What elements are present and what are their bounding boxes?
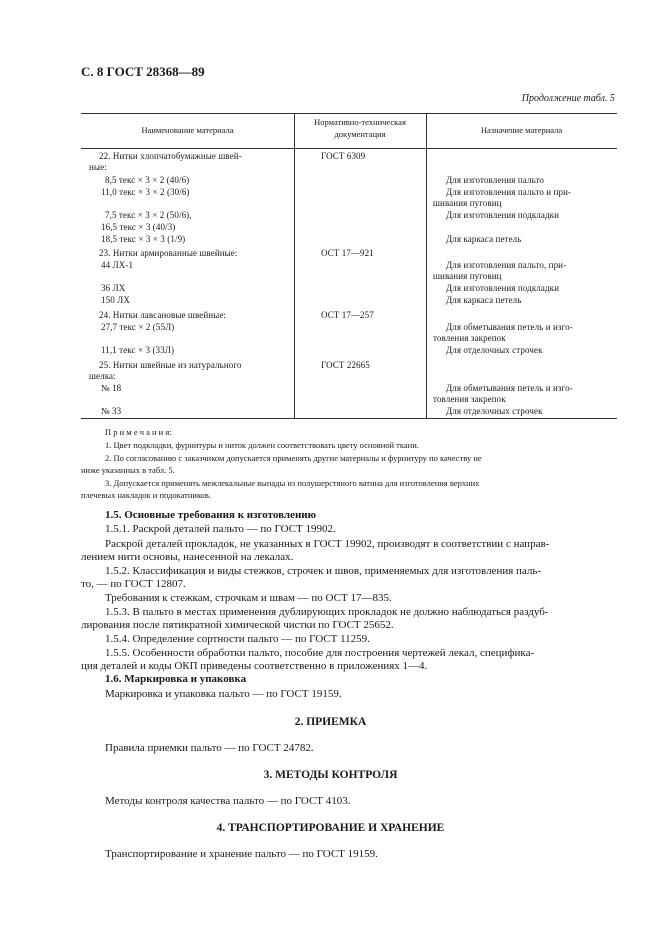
note-3: 3. Допускается применять межлекальные выпады из полушерстяного ватина для изготовления верхних (105, 478, 480, 488)
table-cell: 24. Нитки лавсановые швейные: (99, 310, 227, 320)
paragraph: Раскрой деталей прокладок, не указанных в ГОСТ 19902, производят в соответствии с направ- (105, 538, 550, 550)
section-heading-1-6: 1.6. Маркировка и упаковка (105, 673, 247, 685)
table-cell: Для каркаса петель (446, 234, 522, 244)
table-cell: Для изготовления подкладки (446, 283, 560, 293)
paragraph: лирования после пятикратной химической чистки по ГОСТ 25652. (81, 619, 394, 631)
table-cell: ГОСТ 22665 (321, 360, 370, 370)
table-cell: 36 ЛХ (101, 283, 126, 293)
table-cell: 150 ЛХ (101, 295, 130, 305)
table-cell: 25. Нитки швейные из натурального (99, 360, 242, 370)
table-cell: Для изготовления пальто и при- (446, 187, 572, 197)
table-cell: товления закрепок (433, 394, 506, 404)
paragraph: 1.5.1. Раскрой деталей пальто — по ГОСТ 19902. (105, 523, 336, 535)
table-cell: 11,0 текс × 3 × 2 (30/6) (101, 187, 190, 197)
table-cell: 18,5 текс × 3 × 3 (1/9) (101, 234, 186, 244)
table-continuation-label: Продолжение табл. 5 (521, 93, 615, 104)
table-cell: 23. Нитки армированные швейные: (99, 248, 238, 258)
table-cell: Для обметывания петель и изго- (446, 383, 573, 393)
table-cell: Для отделочных строчек (446, 406, 543, 416)
paragraph: 1.5.5. Особенности обработки пальто, пособие для построения чертежей лекал, специфика- (105, 647, 535, 659)
note-2: 2. По согласованию с заказчиком допускается применять другие материалы и фурнитуру по качеству не (105, 453, 482, 463)
paragraph: Маркировка и упаковка пальто — по ГОСТ 19159. (105, 688, 342, 700)
table-cell: № 18 (101, 383, 122, 393)
table-cell: 22. Нитки хлопчатобумажные швей- (99, 151, 242, 161)
table-cell: 11,1 текс × 3 (33Л) (101, 345, 175, 355)
table-cell: Для каркаса петель (446, 295, 522, 305)
table-cell: Для изготовления пальто (446, 175, 544, 185)
table-header-rule (81, 148, 617, 149)
col-header-material: Наименование материала (141, 125, 234, 135)
paragraph: Методы контроля качества пальто — по ГОСТ 4103. (105, 795, 351, 807)
table-cell: шивания пуговиц (433, 271, 502, 281)
col-header-docs-line1: Нормативно-техническая (314, 117, 406, 127)
note-3-cont: плечевых накладок и подокатников. (81, 490, 212, 500)
table-cell: ные: (89, 162, 107, 172)
table-cell: ГОСТ 6309 (321, 151, 366, 161)
table-top-rule (81, 113, 617, 114)
table-cell: Для изготовления пальто, при- (446, 260, 567, 270)
section-heading-3: 3. МЕТОДЫ КОНТРОЛЯ (263, 769, 398, 781)
paragraph: то, — по ГОСТ 12807. (81, 578, 186, 590)
table-cell: № 33 (101, 406, 122, 416)
table-cell: Для изготовления подкладки (446, 210, 560, 220)
materials-table (81, 113, 617, 418)
table-cell: шелка: (89, 371, 116, 381)
notes-title: П р и м е ч а н и я: (105, 427, 172, 437)
section-heading-4: 4. ТРАНСПОРТИРОВАНИЕ И ХРАНЕНИЕ (216, 822, 445, 834)
section-heading-1-5: 1.5. Основные требования к изготовлению (105, 509, 317, 521)
table-cell: шивания пуговиц (433, 198, 502, 208)
paragraph: 1.5.2. Классификация и виды стежков, строчек и швов, применяемых для изготовления паль- (105, 565, 542, 577)
table-cell: 7,5 текс × 3 × 2 (50/6), (105, 210, 192, 220)
section-heading-2: 2. ПРИЕМКА (294, 716, 367, 728)
paragraph: 1.5.3. В пальто в местах применения дублирующих прокладок не должно наблюдаться раздуб- (105, 606, 549, 618)
note-2-cont: ниже указанных в табл. 5. (81, 465, 175, 475)
table-cell: 16,5 текс × 3 (40/3) (101, 222, 176, 232)
paragraph: Требования к стежкам, строчкам и швам — по ОСТ 17—835. (105, 592, 392, 604)
note-1: 1. Цвет подкладки, фурнитуры и ниток должен соответствовать цвету основной ткани. (105, 440, 419, 450)
table-col-divider (294, 113, 295, 418)
paragraph: Транспортирование и хранение пальто — по ГОСТ 19159. (105, 848, 378, 860)
table-bottom-rule (81, 418, 617, 419)
table-cell: Для обметывания петель и изго- (446, 322, 573, 332)
table-col-divider (426, 113, 427, 418)
table-cell: 44 ЛХ-1 (101, 260, 134, 270)
paragraph: ция деталей и коды ОКП приведены соответственно в приложениях 1—4. (81, 660, 428, 672)
table-cell: товления закрепок (433, 333, 506, 343)
table-cell: ОСТ 17—921 (321, 248, 374, 258)
paragraph: 1.5.4. Определение сортности пальто — по ГОСТ 11259. (105, 633, 370, 645)
table-cell: 27,7 текс × 2 (55Л) (101, 322, 175, 332)
page-header: С. 8 ГОСТ 28368—89 (81, 64, 205, 79)
col-header-purpose: Назначение материала (480, 125, 563, 135)
table-cell: 8,5 текс × 3 × 2 (40/6) (105, 175, 190, 185)
col-header-docs-line2: документация (334, 129, 386, 139)
paragraph: лением нити основы, нанесенной на лекалах. (81, 551, 294, 563)
table-cell: Для отделочных строчек (446, 345, 543, 355)
table-cell: ОСТ 17—257 (321, 310, 374, 320)
paragraph: Правила приемки пальто — по ГОСТ 24782. (105, 742, 314, 754)
